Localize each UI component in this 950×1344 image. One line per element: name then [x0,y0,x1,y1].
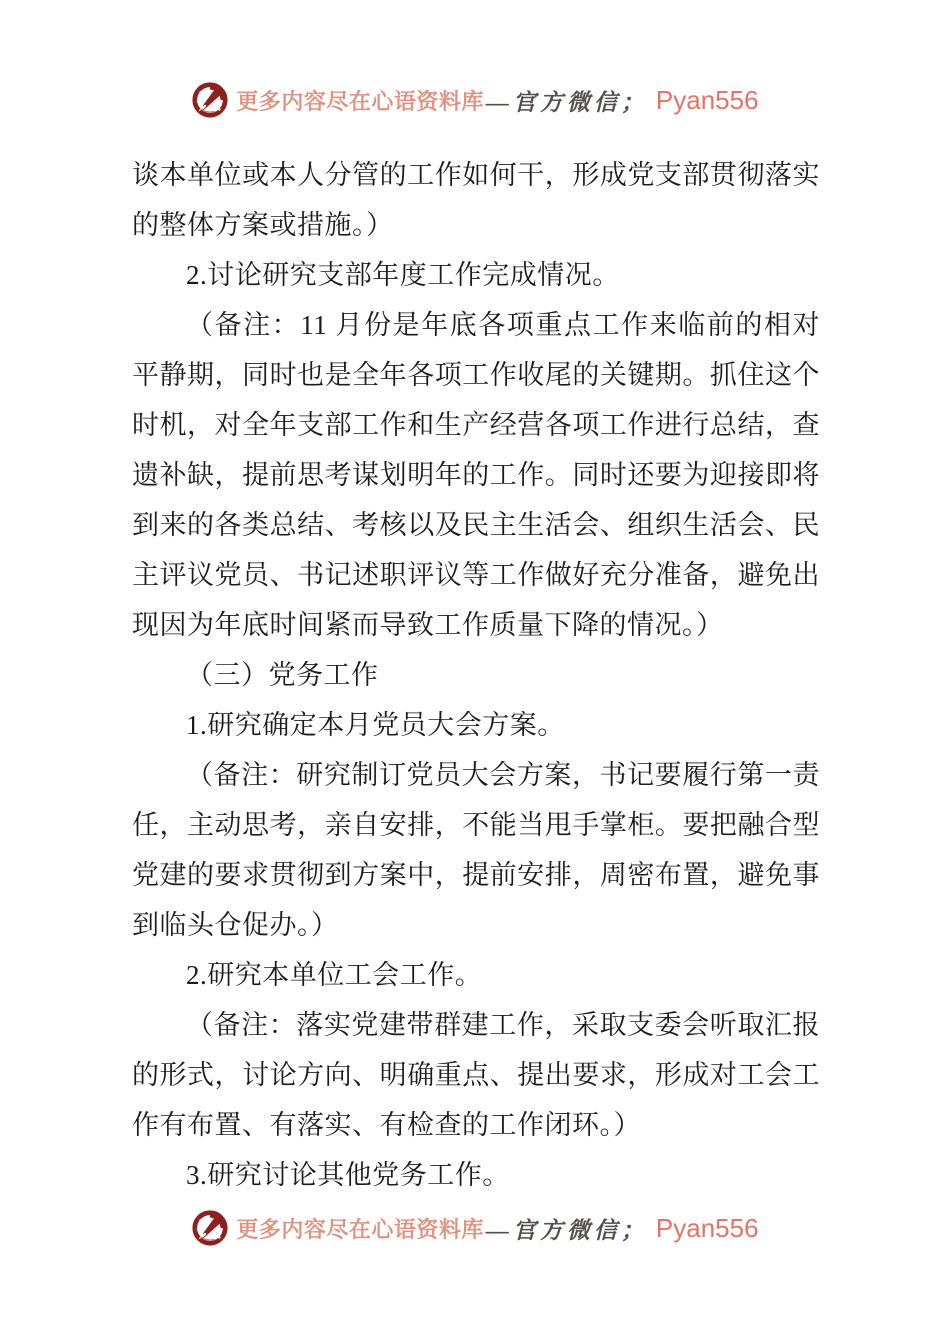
watermark-wechat-label: —官方微信； [485,89,648,115]
brand-logo-icon [191,80,229,120]
watermark-wechat-id: Pyan556 [655,84,759,115]
paragraph-item-1: 1.研究确定本月党员大会方案。 [186,710,565,740]
paragraph-item-2b: 2.研究本单位工会工作。 [186,960,483,990]
watermark-brand-text: 更多内容尽在心语资料库 [236,88,484,114]
footer-watermark [0,1208,950,1248]
paragraph-item-3: 3.研究讨论其他党务工作。 [186,1160,510,1190]
paragraph-note: （备注：研究制订党员大会方案，书记要履行第一责任，主动思考，亲自安排，不能当甩手掌柜。要把融合型党建的要求贯彻到方案中，提前安排，周密布置，避免事到临头仓促办。） [132,760,820,940]
watermark-brand-text: 更多内容尽在心语资料库 [236,1216,484,1242]
document-body [132,150,820,1200]
paragraph-continuation: 谈本单位或本人分管的工作如何干，形成党支部贯彻落实的整体方案或措施。） [132,160,820,240]
header-watermark [0,80,950,120]
watermark-wechat-label: —官方微信； [485,1217,648,1243]
paragraph-section-heading: （三）党务工作 [186,660,379,690]
brand-logo-icon [191,1208,229,1248]
paragraph-note: （备注：落实党建带群建工作，采取支委会听取汇报的形式，讨论方向、明确重点、提出要求，形成对工会工作有布置、有落实、有检查的工作闭环。） [132,1010,820,1140]
watermark-wechat-id: Pyan556 [655,1212,759,1243]
paragraph-item-2: 2.讨论研究支部年度工作完成情况。 [186,260,620,290]
paragraph-note: （备注：11 月份是年底各项重点工作来临前的相对平静期，同时也是全年各项工作收尾的关键期。抓住这个时机，对全年支部工作和生产经营各项工作进行总结，查遗补缺，提前思考谋划明年的工作。同时还要为迎接即将到来的各类总结、考核以及民主生活会、组织生活会、民主评议党员、书记述职评议等工作做好充分准备，避免出现因为年底时间紧而导致工作质量下降的情况。） [132,310,820,640]
